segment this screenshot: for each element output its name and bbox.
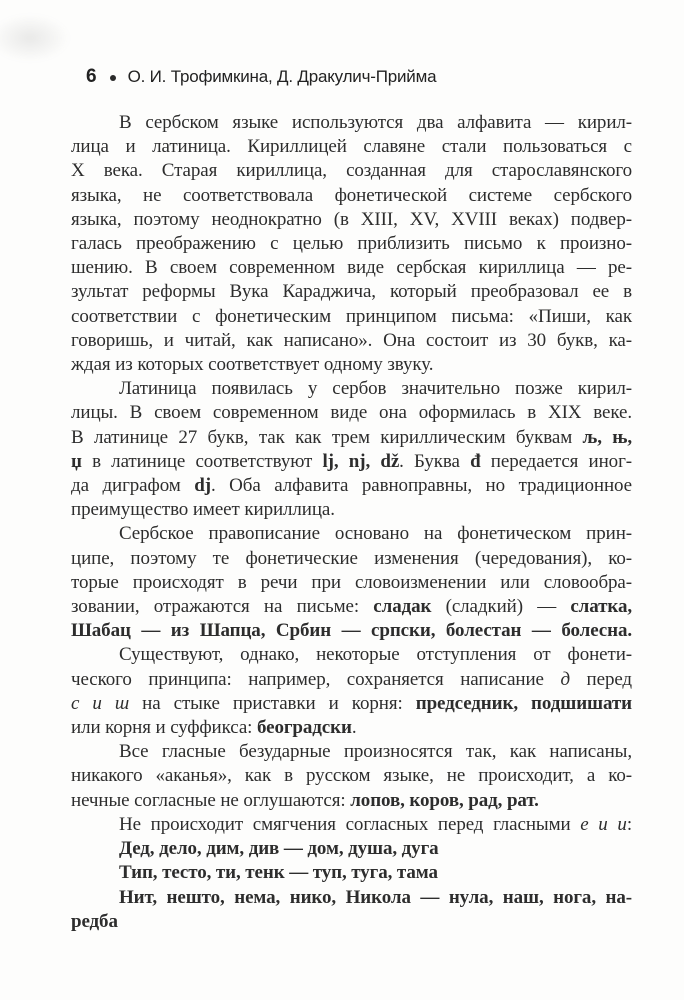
paragraph: [71, 522, 632, 643]
authors-header: О. И. Трофимкина, Д. Дракулич-Прийма: [127, 67, 437, 86]
text-run: Шабац — из Шапца, Србин — српски, болестан — болесна.: [71, 620, 632, 642]
text-line: [71, 740, 632, 764]
text-line: [71, 764, 632, 788]
text-run: языка, не соответствовала фонетической системе сербского: [71, 184, 632, 206]
text-line: [71, 111, 632, 135]
text-run: председник, подшишати: [415, 692, 632, 714]
text-run: с и ш: [71, 692, 130, 714]
text-run: Не происходит смягчения согласных перед гласными: [119, 813, 581, 835]
running-header: [86, 66, 436, 88]
text-run: д: [560, 668, 570, 690]
text-run: Сербское правописание основано на фонетическом прин-: [119, 523, 632, 545]
paragraph: [71, 643, 632, 740]
text-line: [71, 789, 632, 813]
text-line: [71, 159, 632, 183]
text-run: :: [626, 813, 632, 835]
text-run: Нит, нешто, нема, нико, Никола — нула, наш, нога, на-: [119, 886, 632, 908]
text-run: lj, nj, dž: [322, 450, 400, 472]
text-line: [71, 643, 632, 667]
text-line: [71, 401, 632, 425]
text-run: Все гласные безударные произносятся так, как написаны,: [119, 741, 632, 763]
text-run: на стыке приставки и корня:: [129, 692, 416, 714]
text-line: [71, 522, 632, 546]
bullet-dot-icon: [110, 75, 116, 81]
text-run: . Буква: [399, 450, 471, 472]
text-run: београдски: [256, 717, 352, 739]
text-line: [71, 305, 632, 329]
text-line: [71, 619, 632, 643]
text-line: [71, 571, 632, 595]
paragraph: [71, 813, 632, 837]
scan-smudge: [0, 14, 70, 62]
text-run: передается иног-: [480, 450, 632, 472]
text-run: перед: [569, 668, 632, 690]
text-run: преимущество имеет кириллица.: [71, 499, 335, 521]
text-run: (сладкий) —: [431, 596, 571, 618]
text-run: зовании, отражаются на письме:: [71, 596, 374, 618]
text-line: [71, 861, 632, 885]
text-run: Дед, дело, дим, див — дом, душа, дуга: [119, 838, 439, 860]
text-line: [71, 280, 632, 304]
text-line: [71, 595, 632, 619]
text-run: никакого «аканья», как в русском языке, не происходит, а ко-: [71, 765, 632, 787]
text-run: лопов, коров, рад, рат.: [350, 789, 539, 811]
paragraph: [71, 886, 632, 934]
text-run: сладак: [373, 596, 432, 618]
text-line: [71, 813, 632, 837]
text-run: dj: [194, 475, 211, 497]
text-line: [71, 377, 632, 401]
text-run: нечные согласные не оглушаются:: [71, 789, 351, 811]
text-line: [71, 184, 632, 208]
text-run: слатка,: [570, 596, 632, 618]
text-run: ждая из которых соответствует одному звуку.: [71, 354, 434, 376]
text-run: X века. Старая кириллица, созданная для старославянского: [71, 160, 632, 182]
text-run: В сербском языке используются два алфавита — кирил-: [119, 112, 632, 133]
text-run: лицы. В своем современном виде она оформилась в XIX веке.: [71, 402, 632, 424]
text-run: е и и: [580, 813, 627, 835]
text-run: торые происходят в речи при словоизменении или словообра-: [71, 571, 632, 593]
text-run: . Оба алфавита равноправны, но традиционное: [210, 475, 633, 497]
text-run: зультат реформы Вука Караджича, который преобразовал ее в: [71, 281, 632, 303]
text-line: [71, 256, 632, 280]
text-run: шению. В своем современном виде сербская кириллица — ре-: [71, 257, 632, 279]
text-line: [71, 353, 632, 377]
text-line: [71, 692, 632, 716]
page-text: [71, 111, 632, 934]
text-line: [71, 837, 632, 861]
text-line: [71, 886, 632, 910]
paragraph: [71, 740, 632, 813]
text-run: в латинице соответствуют: [81, 450, 323, 472]
paragraph: [71, 837, 632, 861]
text-line: [71, 426, 632, 450]
text-run: говоришь, и читай, как написано». Она состоит из 30 букв, ка-: [71, 329, 632, 351]
text-run: соответствии с фонетическим принципом письма: «Пиши, как: [71, 305, 632, 327]
text-line: [71, 135, 632, 159]
text-run: или корня и суффикса:: [71, 717, 257, 739]
paragraph: [71, 377, 632, 522]
text-line: [71, 208, 632, 232]
text-run: љ, њ,: [582, 426, 632, 448]
page-number: 6: [86, 66, 97, 87]
text-run: галась преображению с целью приблизить письмо к произно-: [71, 233, 632, 255]
text-run: ческого принципа: например, сохраняется написание: [71, 668, 561, 690]
text-run: Тип, тесто, ти, тенк — туп, туга, тама: [119, 862, 438, 884]
text-run: Существуют, однако, некоторые отступления от фонети-: [119, 644, 632, 666]
text-line: [71, 329, 632, 353]
text-run: Латиница появилась у сербов значительно позже кирил-: [119, 378, 632, 400]
paragraph: [71, 861, 632, 885]
text-run: В латинице 27 букв, так как трем кириллическим буквам: [71, 426, 583, 448]
text-line: [71, 450, 632, 474]
text-line: [71, 668, 632, 692]
text-line: [71, 232, 632, 256]
text-line: [71, 547, 632, 571]
text-run: да диграфом: [71, 475, 195, 497]
text-line: [71, 910, 632, 934]
text-run: редба: [71, 910, 118, 932]
text-run: џ: [71, 450, 82, 472]
text-run: đ: [470, 450, 481, 472]
text-run: лица и латиница. Кириллицей славяне стали пользоваться с: [71, 136, 632, 158]
text-line: [71, 498, 632, 522]
text-run: .: [351, 717, 357, 739]
paragraph: [71, 111, 632, 377]
text-line: [71, 474, 632, 498]
text-run: ципе, поэтому те фонетические изменения (чередования), ко-: [71, 547, 632, 569]
text-line: [71, 716, 632, 740]
text-run: языка, поэтому неоднократно (в XIII, XV, XVIII веках) подвер-: [71, 208, 632, 230]
